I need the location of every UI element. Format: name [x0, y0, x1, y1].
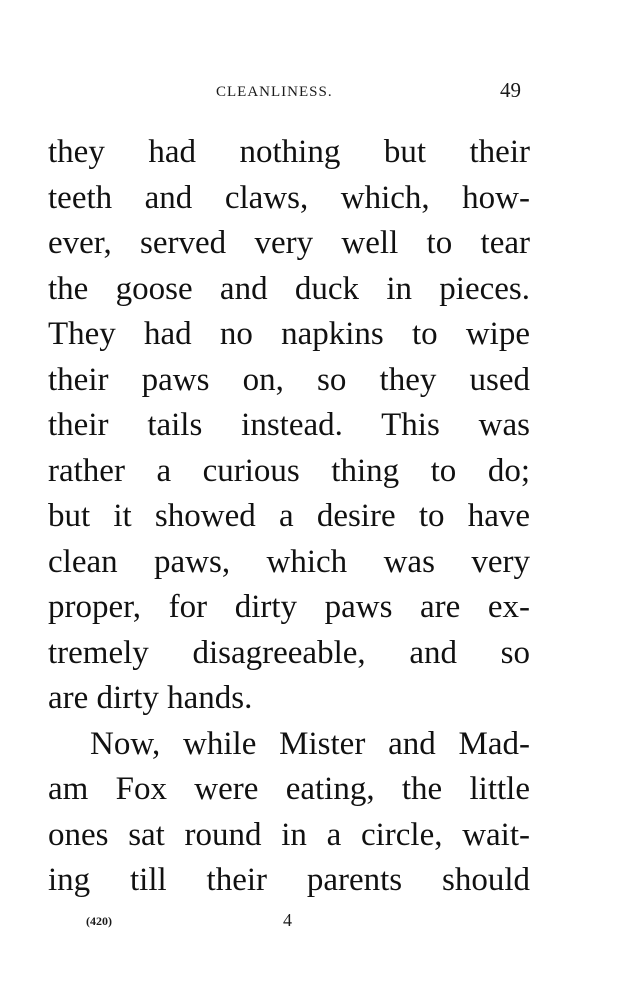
text-line: ing till their parents should [48, 862, 530, 898]
text-line: rather a curious thing to do; [48, 452, 530, 489]
signature-mark: 4 [283, 910, 292, 930]
text-line: clean paws, which was very [48, 543, 530, 580]
text-line: the goose and duck in pieces. [48, 270, 530, 307]
text-line: They had no napkins to wipe [48, 316, 530, 352]
text-line: proper, for dirty paws are ex- [48, 589, 530, 625]
text-line: teeth and claws, which, how- [48, 179, 530, 216]
text-line: but it showed a desire to have [48, 498, 530, 534]
page-number: 49 [500, 78, 521, 102]
print-code: (420) [86, 914, 112, 928]
running-head [0, 78, 631, 108]
text-line: their tails instead. This was [48, 407, 530, 443]
text-line: am Fox were eating, the little [48, 771, 530, 807]
paragraph-end-line: are dirty hands. [48, 680, 253, 716]
text-line: tremely disagreeable, and so [48, 634, 530, 671]
text-line: they had nothing but their [48, 134, 530, 170]
text-line: their paws on, so they used [48, 361, 530, 398]
running-title: CLEANLINESS. [216, 84, 333, 100]
text-line: ones sat round in a circle, wait- [48, 816, 530, 853]
page-footer [0, 910, 631, 940]
paragraph-start-line: Now, while Mister and Mad- [90, 725, 530, 762]
text-line: ever, served very well to tear [48, 225, 530, 261]
body-text [48, 130, 530, 904]
